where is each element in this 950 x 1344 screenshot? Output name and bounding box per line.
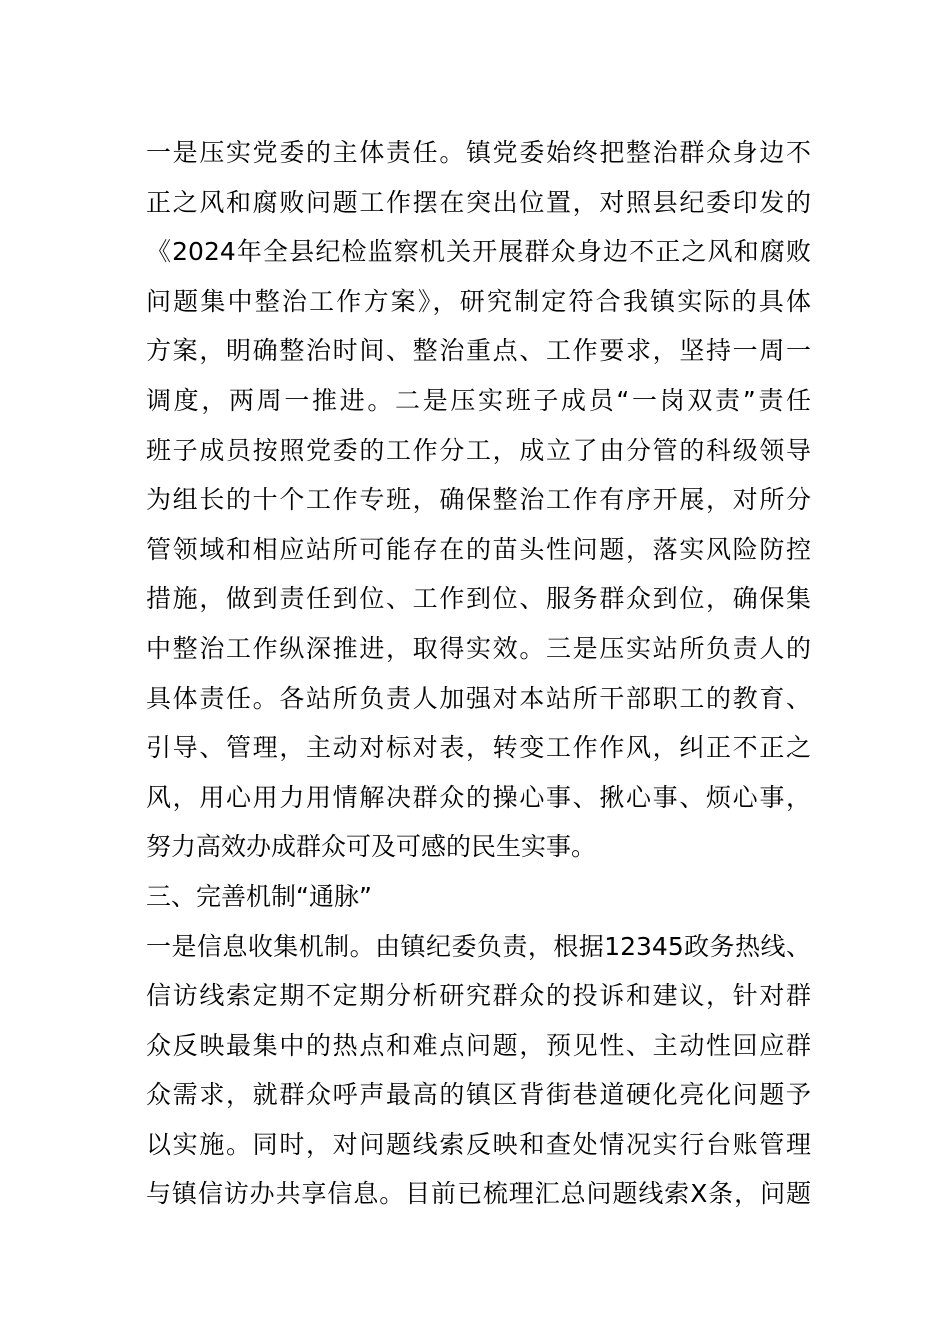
text-line: 方案，明确整治时间、整治重点、工作要求，坚持一周一 (146, 336, 811, 366)
text-line: 正之风和腐败问题工作摆在突出位置，对照县纪委印发的 (146, 187, 811, 217)
text-line: 众需求，就群众呼声最高的镇区背街巷道硬化亮化问题予 (146, 1080, 811, 1110)
text-line-paragraph-end: 努力高效办成群众可及可感的民生实事。 (146, 832, 597, 862)
text-line: 引导、管理，主动对标对表，转变工作作风，纠正不正之 (146, 733, 811, 763)
text-line: 为组长的十个工作专班，确保整治工作有序开展，对所分 (146, 485, 811, 515)
text-line: 风，用心用力用情解决群众的操心事、揪心事、烦心事， (146, 782, 811, 812)
text-line: 信访线索定期不定期分析研究群众的投诉和建议，针对群 (146, 981, 811, 1011)
text-line: 一是信息收集机制。由镇纪委负责，根据12345政务热线、 (146, 931, 811, 961)
text-line: 调度，两周一推进。二是压实班子成员“一岗双责”责任 (146, 385, 811, 415)
text-line: 班子成员按照党委的工作分工，成立了由分管的科级领导 (146, 435, 811, 465)
text-line: 与镇信访办共享信息。目前已梳理汇总问题线索X条，问题 (146, 1179, 811, 1209)
text-line: 一是压实党委的主体责任。镇党委始终把整治群众身边不 (146, 138, 811, 167)
text-line: 以实施。同时，对问题线索反映和查处情况实行台账管理 (146, 1129, 811, 1159)
text-line: 具体责任。各站所负责人加强对本站所干部职工的教育、 (146, 683, 811, 713)
text-line: 措施，做到责任到位、工作到位、服务群众到位，确保集 (146, 584, 811, 614)
text-line: 众反映最集中的热点和难点问题，预见性、主动性回应群 (146, 1030, 811, 1060)
text-line: 中整治工作纵深推进，取得实效。三是压实站所负责人的 (146, 633, 811, 663)
text-line: 管领域和相应站所可能存在的苗头性问题，落实风险防控 (146, 534, 811, 564)
section-heading: 三、完善机制“通脉” (146, 881, 372, 911)
text-line: 问题集中整治工作方案》，研究制定符合我镇实际的具体 (146, 286, 811, 316)
document-body (146, 128, 811, 1219)
text-line: 《2024年全县纪检监察机关开展群众身边不正之风和腐败 (146, 237, 811, 267)
